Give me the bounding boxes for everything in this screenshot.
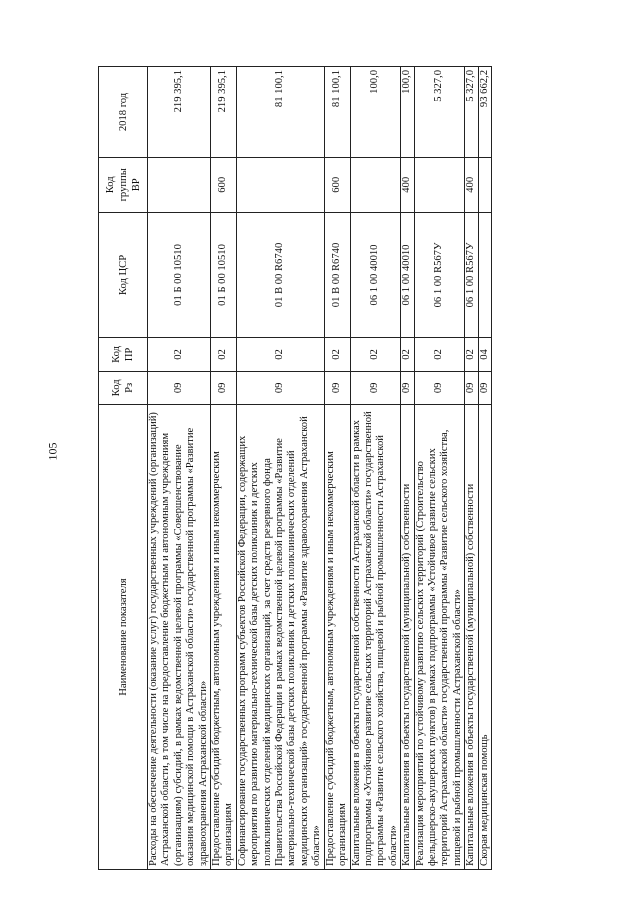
row-vr [350, 157, 401, 212]
row-amount: 100,0 [350, 67, 401, 158]
row-pr: 02 [401, 338, 414, 371]
row-rz: 09 [401, 371, 414, 404]
table-row [211, 67, 237, 870]
row-name: Реализация мероприятий по устойчивому развитию сельских территорий (Строительство фельдшерско-акушерских пунктов) в рамках подпрограммы «Устойчивое развитие сельских территорий Астраханской области» государственной программы «Развитие сельского хозяйства, пищевой и рыбной промышленности Астраханской области» [414, 405, 465, 870]
row-amount: 5 327,0 [414, 67, 465, 158]
row-name: Капитальные вложения в объекты государственной собственности Астраханской области в рамках подпрограммы «Устойчивое развитие сельских территорий Астраханской области» государственной программы «Развитие сельского хозяйства, пищевой и рыбной промышленности Астраханской области» [350, 405, 401, 870]
row-amount: 81 100,1 [324, 67, 350, 158]
row-rz: 09 [465, 371, 478, 404]
table-row [324, 67, 350, 870]
row-csr: 06 1 00 40010 [401, 212, 414, 338]
row-vr: 400 [401, 157, 414, 212]
header-rz: Код Рз [99, 371, 148, 404]
row-csr: 01 В 00 R6740 [236, 212, 324, 338]
row-rz: 09 [211, 371, 237, 404]
row-name: Скорая медицинская помощь [478, 405, 491, 870]
row-csr: 01 Б 00 10510 [148, 212, 211, 338]
row-amount: 219 395,1 [148, 67, 211, 158]
row-vr [414, 157, 465, 212]
row-pr: 02 [414, 338, 465, 371]
row-amount: 93 662,2 [478, 67, 491, 158]
row-name: Предоставление субсидий бюджетным, автономным учреждениям и иным некоммерческим организациям [211, 405, 237, 870]
row-csr: 06 1 00 R567У [465, 212, 478, 338]
row-rz: 09 [414, 371, 465, 404]
row-vr: 600 [211, 157, 237, 212]
budget-table-container [98, 66, 535, 870]
table-row [414, 67, 465, 870]
row-rz: 09 [236, 371, 324, 404]
row-pr: 02 [236, 338, 324, 371]
table-header-row [99, 67, 148, 870]
row-pr: 02 [211, 338, 237, 371]
row-vr [236, 157, 324, 212]
row-amount: 219 395,1 [211, 67, 237, 158]
row-name: Капитальные вложения в объекты государственной (муниципальной) собственности [401, 405, 414, 870]
row-name: Капитальные вложения в объекты государственной (муниципальной) собственности [465, 405, 478, 870]
row-rz: 09 [350, 371, 401, 404]
row-pr: 02 [324, 338, 350, 371]
row-rz: 09 [478, 371, 491, 404]
row-vr: 600 [324, 157, 350, 212]
page-number: 105 [45, 442, 60, 461]
header-vr: Код группы ВР [99, 157, 148, 212]
row-amount: 81 100,1 [236, 67, 324, 158]
table-row [465, 67, 478, 870]
row-pr: 04 [478, 338, 491, 371]
table-row [401, 67, 414, 870]
row-csr: 01 В 00 R6740 [324, 212, 350, 338]
row-pr: 02 [465, 338, 478, 371]
header-csr: Код ЦСР [99, 212, 148, 338]
table-row [148, 67, 211, 870]
row-rz: 09 [148, 371, 211, 404]
row-vr [478, 157, 491, 212]
row-csr: 01 Б 00 10510 [211, 212, 237, 338]
table-row [478, 67, 491, 870]
row-rz: 09 [324, 371, 350, 404]
header-name: Наименование показателя [99, 405, 148, 870]
row-name: Расходы на обеспечение деятельности (оказание услуг) государственных учреждений (организаций) Астраханской области, в том числе на предоставление бюджетным и автономным учреждениям (организациям) субсидий, в рамках ведомственной целевой программы «Совершенствование оказания медицинской помощи в Астраханской области» государственной программы «Развитие здравоохранения Астраханской области» [148, 405, 211, 870]
row-amount: 5 327,0 [465, 67, 478, 158]
row-name: Предоставление субсидий бюджетным, автономным учреждениям и иным некоммерческим организациям [324, 405, 350, 870]
table-row [350, 67, 401, 870]
header-2018: 2018 год [99, 67, 148, 158]
row-csr: 06 1 00 R567У [414, 212, 465, 338]
row-pr: 02 [148, 338, 211, 371]
row-amount: 100,0 [401, 67, 414, 158]
row-csr [478, 212, 491, 338]
budget-table [98, 66, 492, 870]
header-pr: Код ПР [99, 338, 148, 371]
table-row [236, 67, 324, 870]
row-pr: 02 [350, 338, 401, 371]
row-vr: 400 [465, 157, 478, 212]
row-csr: 06 1 00 40010 [350, 212, 401, 338]
row-name: Софинансирование государственных программ субъектов Российской Федерации, содержащих мероприятия по развитию материально-технической базы детских поликлиник и детских поликлинических отделений медицинских организаций, за счет средств резервного фонда Правительства Российской Федерации в рамках ведомственной целевой программы «Развитие материально-технической базы детских поликлиник и детских поликлинических отделений медицинских организаций» государственной программы «Развитие здравоохранения Астраханской области» [236, 405, 324, 870]
row-vr [148, 157, 211, 212]
